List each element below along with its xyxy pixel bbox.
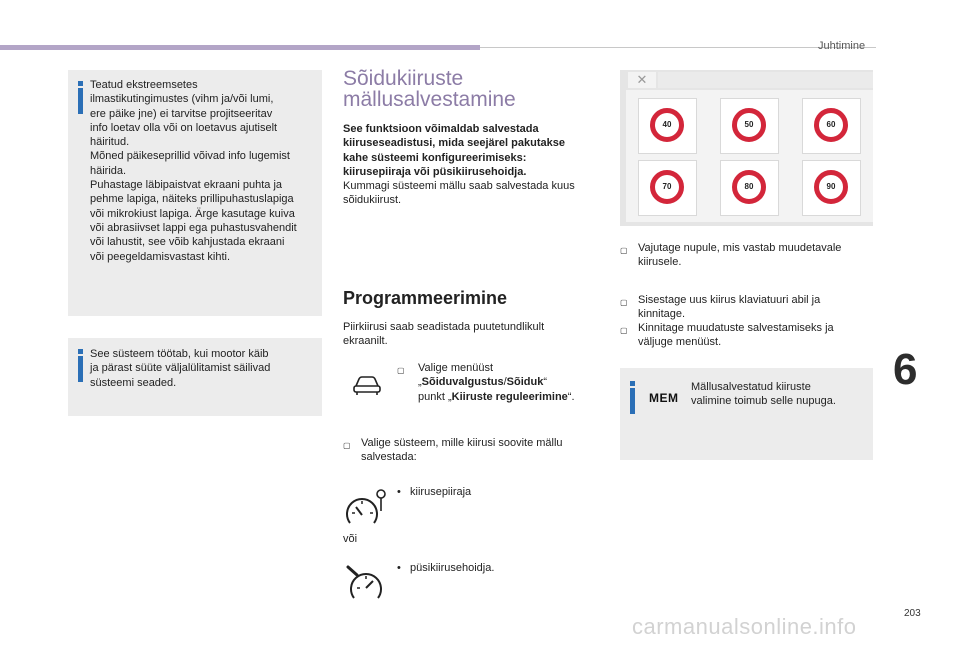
step-press-button: Vajutage nupule, mis vastab muudetavale kiirusele. (638, 242, 842, 269)
checkbox-bullet-icon: ▢ (343, 441, 351, 450)
programming-paragraph: Piirkiirusi saab seadistada puutetundlikult ekraanilt. (343, 321, 545, 348)
speed-sign: 60 (814, 108, 848, 142)
speed-sign-button[interactable] (638, 98, 697, 154)
screen-header-bar (658, 72, 873, 88)
chapter-number: 6 (893, 345, 918, 394)
mem-note-text: Mällusalvestatud kiiruste valimine toimub selle nupuga. (691, 381, 836, 408)
speed-sign: 80 (732, 170, 766, 204)
or-text: või (343, 533, 358, 545)
section-title: Sõidukiiruste mällusalvestamine (343, 67, 516, 111)
intro-paragraph: See funktsioon võimaldab salvestada kiiruseseadistusi, mida seejärel pakutakse kahe süsteemi konfigureerimiseks: kiirusepiiraja või püsikiirusehoidja. Kummagi süsteemi mällu saab salvestada kuus sõidukiirust. (343, 123, 575, 207)
checkbox-bullet-icon: ▢ (620, 246, 628, 255)
watermark: carmanualsonline.info (632, 614, 857, 639)
speed-sign: 70 (650, 170, 684, 204)
speed-sign-button[interactable] (720, 160, 779, 216)
speed-signs-area (626, 90, 873, 222)
car-icon (352, 374, 382, 396)
page-number: 203 (904, 608, 921, 619)
programming-heading: Programmeerimine (343, 288, 508, 308)
note-box-system (68, 338, 322, 416)
speed-sign-button[interactable] (802, 160, 861, 216)
info-icon (78, 356, 83, 382)
checkbox-bullet-icon: ▢ (397, 366, 405, 375)
close-icon[interactable]: ✕ (628, 72, 656, 88)
step-select-menu: Valige menüüst „Sõiduvalgustus/Sõiduk“ punkt „Kiiruste reguleerimine“. (418, 362, 575, 403)
option-limiter: • kiirusepiiraja (397, 486, 472, 498)
info-icon (630, 388, 635, 414)
note-system-text: See süsteem töötab, kui mootor käib ja pärast süüte väljalülitamist säilivad süsteemi seaded. (90, 348, 271, 389)
header-accent-bar (0, 45, 480, 50)
speed-limiter-icon (344, 487, 388, 531)
info-icon (78, 88, 83, 114)
speed-sign-button[interactable] (638, 160, 697, 216)
step-select-system: Valige süsteem, mille kiirusi soovite mällu salvestada: (361, 437, 563, 464)
mem-note-box (620, 368, 873, 460)
checkbox-bullet-icon: ▢ (620, 298, 628, 307)
speed-sign-button[interactable] (720, 98, 779, 154)
speed-sign: 50 (732, 108, 766, 142)
step-enter-speed: Sisestage uus kiirus klaviatuuri abil ja kinnitage. (638, 294, 821, 321)
speed-sign: 90 (814, 170, 848, 204)
note-display-text: Teatud ekstreemsetes ilmastikutingimustes (vihm ja/või lumi, ere päike jne) ei tarvitse projitseeritav info loetav olla või on loetavus ajutiselt häiritud. Mõned päikeseprillid võivad info lugemist häirida. Puhastage läbipaistvat ekraani puhta ja pehme lapiga, näiteks prillipuhastuslapiga või mikrokiust lapiga. Ärge kasutage kuiva või abrasiivset lappi ega puhastusvahendit või lahustit, see võib kahjustada ekraani või peegeldamisvastast kihti. (90, 79, 297, 263)
mem-button-label: MEM (649, 391, 679, 405)
option-cruise: • püsikiirusehoidja. (397, 562, 495, 574)
speed-sign-button[interactable] (802, 98, 861, 154)
header-rule (480, 47, 876, 48)
note-box-display (68, 70, 322, 316)
checkbox-bullet-icon: ▢ (620, 326, 628, 335)
step-confirm-exit: Kinnitage muudatuste salvestamiseks ja väljuge menüüst. (638, 322, 834, 349)
cruise-control-icon (344, 563, 388, 603)
speed-sign: 40 (650, 108, 684, 142)
section-label: Juhtimine (818, 40, 866, 52)
